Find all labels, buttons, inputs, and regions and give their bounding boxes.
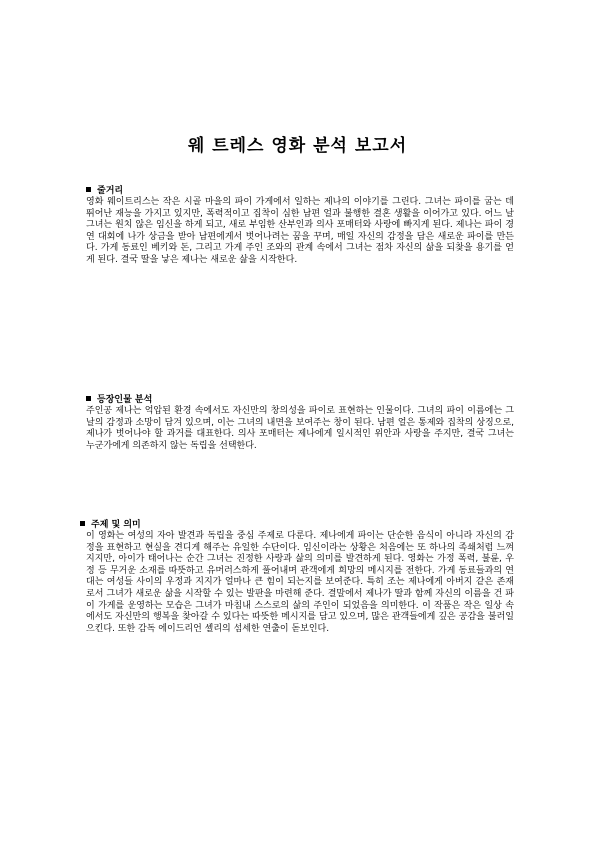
section-characters — [86, 392, 514, 452]
section-themes — [80, 517, 514, 635]
bullet-icon — [86, 187, 91, 192]
document-title: 웨 트레스 영화 분석 보고서 — [187, 136, 408, 156]
section-body: 주인공 제나는 억압된 환경 속에서도 자신만의 창의성을 파이로 표현하는 인물이다. 그녀의 파이 이름에는 그날의 감정과 소망이 담겨 있으며, 이는 그녀의 내면을 보여주는 창이 된다. 남편 얼은 통제와 집착의 상징으로, 제나가 벗어나야 할 과거를 대표한다. 의사 포매터는 제나에게 일시적인 위안과 사랑을 주지만, 결국 그녀는 누군가에게 의존하지 않는 독립을 선택한다. — [86, 406, 514, 451]
section-heading — [86, 392, 514, 404]
section-heading — [80, 517, 514, 529]
bullet-icon — [86, 396, 91, 401]
section-body: 영화 웨이트리스는 작은 시골 마을의 파이 가게에서 일하는 제나의 이야기를 그린다. 그녀는 파이를 굽는 데 뛰어난 재능을 가지고 있지만, 폭력적이고 집착이 심한 남편 얼과 불행한 결혼 생활을 이어가고 있다. 어느 날 그녀는 원치 않은 임신을 하게 되고, 새로 부임한 산부인과 의사 포매터와 사랑에 빠지게 된다. 제나는 파이 경연 대회에 나가 상금을 받아 남편에게서 벗어나려는 꿈을 꾸며, 매일 자신의 감정을 담은 새로운 파이를 만든다. 가게 동료인 베키와 돈, 그리고 가게 주인 조와의 관계 속에서 그녀는 점차 자신의 삶을 되찾을 용기를 얻게 된다. 결국 딸을 낳은 제나는 새로운 삶을 시작한다. — [86, 197, 514, 265]
section-plot — [86, 183, 514, 267]
section-body: 이 영화는 여성의 자아 발견과 독립을 중심 주제로 다룬다. 제나에게 파이는 단순한 음식이 아니라 자신의 감정을 표현하고 현실을 견디게 해주는 유일한 수단이다. 임신이라는 상황은 처음에는 또 하나의 족쇄처럼 느껴지지만, 아이가 태어나는 순간 그녀는 진정한 사랑과 삶의 의미를 발견하게 된다. 영화는 가정 폭력, 불륜, 우정 등 무거운 소재를 따뜻하고 유머러스하게 풀어내며 관객에게 희망의 메시지를 전한다. 가게 동료들과의 연대는 여성들 사이의 우정과 지지가 얼마나 큰 힘이 되는지를 보여준다. 특히 조는 제나에게 아버지 같은 존재로서 그녀가 새로운 삶을 시작할 수 있는 발판을 마련해 준다. 결말에서 제나가 딸과 함께 자신의 이름을 건 파이 가게를 운영하는 모습은 그녀가 마침내 스스로의 삶의 주인이 되었음을 의미한다. 이 작품은 작은 일상 속에서도 자신만의 행복을 찾아갈 수 있다는 따뜻한 메시지를 담고 있으며, 많은 관객들에게 깊은 공감을 불러일으킨다. 또한 감독 에이드리언 셸리의 섬세한 연출이 돋보인다. — [86, 531, 514, 634]
bullet-icon — [80, 521, 85, 526]
section-heading-text: 주제 및 의미 — [91, 519, 141, 530]
section-heading — [86, 183, 514, 195]
section-heading-text: 등장인물 분석 — [97, 394, 153, 405]
section-heading-text: 줄거리 — [97, 185, 124, 196]
